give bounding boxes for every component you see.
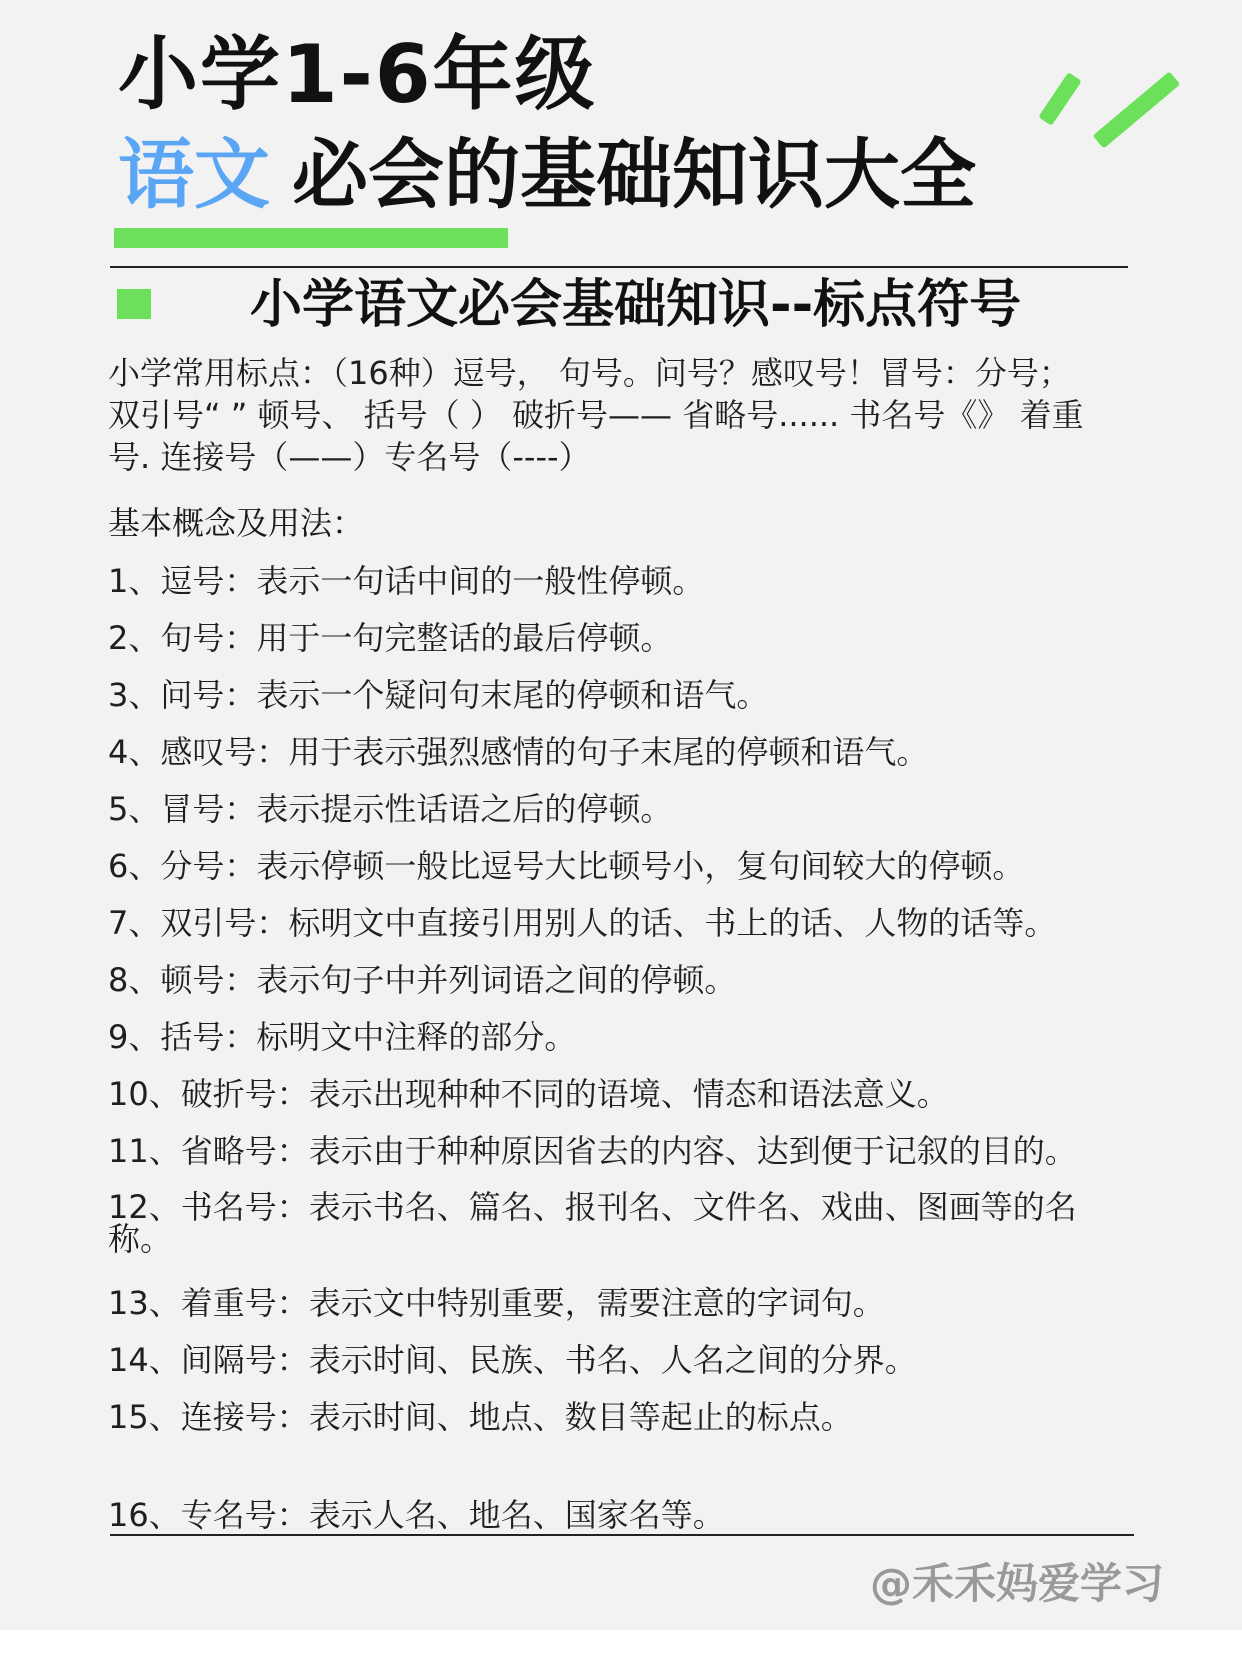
list-item: 15、连接号：表示时间、地点、数目等起止的标点。 [108,1398,853,1436]
list-item: 12、书名号：表示书名、篇名、报刊名、文件名、戏曲、图画等的名称。 [108,1188,1077,1258]
page-title-line1: 小学1-6年级 [118,28,597,121]
title-rest: 必会的基础知识大全 [292,130,976,219]
list-item: 10、破折号：表示出现种种不同的语境、情态和语法意义。 [108,1075,949,1113]
concepts-heading: 基本概念及用法： [108,504,365,542]
intro-line: 号. 连接号（——）专名号（----） [108,438,591,476]
list-item: 3、问号：表示一个疑问句末尾的停顿和语气。 [108,676,769,714]
list-item: 11、省略号：表示由于种种原因省去的内容、达到便于记叙的目的。 [108,1132,1077,1170]
divider-top [110,266,1128,268]
title-accent-word: 语文 [118,130,270,219]
list-item: 8、顿号：表示句子中并列词语之间的停顿。 [108,961,737,999]
decorative-stroke-long [1093,71,1181,148]
list-item: 13、着重号：表示文中特别重要，需要注意的字词句。 [108,1284,885,1322]
watermark: @禾禾妈爱学习 [870,1559,1165,1608]
intro-line: 小学常用标点：（16种）逗号， 句号。问号？感叹号！冒号：分号； [108,354,1071,392]
title-highlight-bar [114,228,508,248]
list-item: 16、专名号：表示人名、地名、国家名等。 [108,1496,725,1534]
list-item: 2、句号：用于一句完整话的最后停顿。 [108,619,673,657]
decorative-stroke-short [1038,72,1081,126]
list-item: 5、冒号：表示提示性话语之后的停顿。 [108,790,673,828]
list-item: 4、感叹号：用于表示强烈感情的句子末尾的停顿和语气。 [108,733,929,771]
list-item: 6、分号：表示停顿一般比逗号大比顿号小，复句间较大的停顿。 [108,847,1025,885]
intro-paragraph [108,352,1138,478]
list-item: 7、双引号：标明文中直接引用别人的话、书上的话、人物的话等。 [108,904,1057,942]
list-item: 14、间隔号：表示时间、民族、书名、人名之间的分界。 [108,1341,917,1379]
intro-line: 双引号“ ” 顿号、 括号（ ） 破折号—— 省略号...... 书名号《》 着重 [108,396,1084,434]
section-bullet-icon [117,289,151,319]
list-item: 9、括号：标明文中注释的部分。 [108,1018,577,1056]
page-title-line2 [118,130,976,220]
section-title: 小学语文必会基础知识--标点符号 [250,275,1022,335]
list-item: 1、逗号：表示一句话中间的一般性停顿。 [108,562,705,600]
divider-bottom [110,1534,1134,1536]
